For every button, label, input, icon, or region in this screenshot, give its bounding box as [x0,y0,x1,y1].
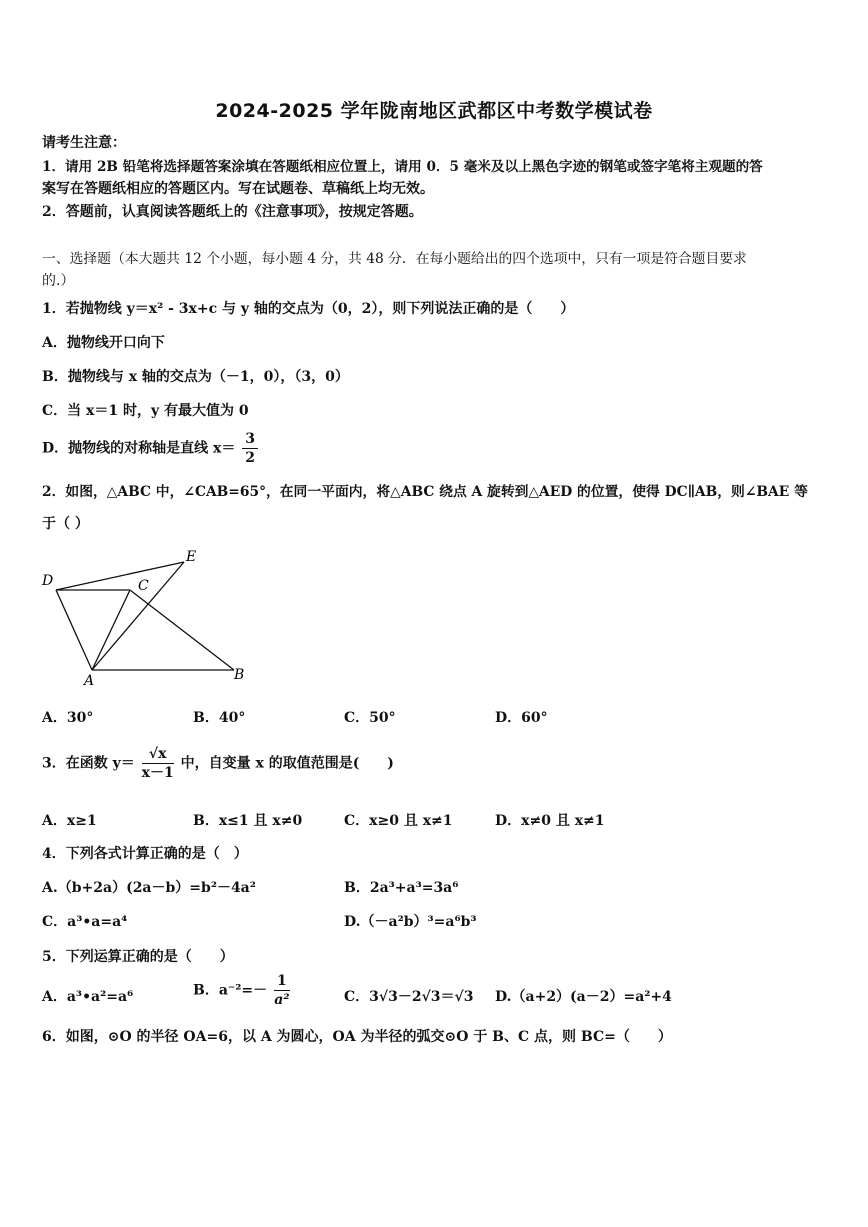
fraction-numerator: √x [142,745,174,764]
q5-option-b-text: B．a⁻²=－ [193,982,268,999]
q5-option-c: C．3√3－2√3＝√3 [344,989,474,1005]
q5-option-a: A．a³•a²=a⁶ [42,989,134,1005]
q2-triangle-diagram [38,545,253,690]
q1-option-d-fraction [242,430,258,467]
notice-item-1-line-2: 案写在答题纸相应的答题区内。写在试题卷、草稿纸上均无效。 [42,181,434,197]
q4-stem: 4．下列各式计算正确的是（ ） [42,846,248,862]
q3-stem-prefix: 3．在函数 y＝ [42,755,135,772]
q3-option-a: A．x≥1 [42,813,97,829]
q3-option-c: C．x≥0 且 x≠1 [344,813,453,829]
label-e: E [186,549,197,565]
q2-option-c: C．50° [344,710,396,726]
fraction-numerator: 1 [274,972,290,991]
label-b: B [234,667,245,683]
q4-option-b: B．2a³+a³=3a⁶ [344,880,459,896]
q4-option-a: A.（b+2a）(2a－b）=b²－4a² [42,880,256,896]
label-d: D [42,573,54,589]
q3-fraction [142,745,174,782]
q6-stem: 6．如图，⊙O 的半径 OA=6，以 A 为圆心，OA 为半径的弧交⊙O 于 B、C 点，则 BC=（ ） [42,1029,672,1045]
q2-option-b: B．40° [193,710,246,726]
segment-da [56,590,92,670]
q2-stem-line-2: 于（ ） [42,516,89,532]
q2-stem-line-1: 2．如图，△ABC 中，∠CAB=65°，在同一平面内，将△ABC 绕点 A 旋转到△AED 的位置，使得 DC∥AB，则∠BAE 等 [42,484,808,500]
q5-option-b-fraction [274,972,290,1009]
section-heading-line-2: 的.） [42,273,75,289]
q1-option-c: C．当 x＝1 时，y 有最大值为 0 [42,403,249,419]
q1-option-d [42,430,260,467]
q1-option-d-text: D．抛物线的对称轴是直线 x＝ [42,440,236,457]
q5-stem: 5．下列运算正确的是（ ） [42,949,234,965]
label-a: A [84,673,95,689]
q4-option-c: C．a³•a=a⁴ [42,914,128,930]
section-heading-line-1: 一、选择题（本大题共 12 个小题，每小题 4 分，共 48 分．在每小题给出的四个选项中，只有一项是符合题目要求 [42,251,747,267]
fraction-numerator: 3 [242,430,258,449]
q5-option-d: D.（a+2）(a－2）=a²+4 [495,989,672,1005]
page-title: 2024-2025 学年陇南地区武都区中考数学模试卷 [215,100,653,122]
notice-heading: 请考生注意： [42,135,126,151]
notice-item-2: 2．答题前，认真阅读答题纸上的《注意事项》，按规定答题。 [42,204,423,220]
q3-option-b: B．x≤1 且 x≠0 [193,813,303,829]
q3-stem [42,745,394,782]
q3-stem-suffix: 中，自变量 x 的取值范围是( ) [180,755,394,772]
fraction-denominator: a² [274,992,290,1008]
notice-item-1-line-1: 1．请用 2B 铅笔将选择题答案涂填在答题纸相应位置上，请用 0．5 毫米及以上黑色字迹的钢笔或签字笔将主观题的答 [42,159,763,175]
fraction-denominator: x－1 [141,765,174,781]
segment-ca [92,590,130,670]
q3-option-d: D．x≠0 且 x≠1 [495,813,605,829]
q2-option-d: D．60° [495,710,548,726]
label-c: C [138,578,149,594]
q4-option-d: D.（－a²b）³=a⁶b³ [344,914,477,930]
segment-cb [130,590,234,670]
fraction-denominator: 2 [245,450,255,466]
q1-option-b: B．抛物线与 x 轴的交点为（－1，0），（3，0） [42,369,349,385]
q2-option-a: A．30° [42,710,94,726]
q5-option-b [193,972,292,1009]
q1-stem: 1．若抛物线 y＝x² - 3x+c 与 y 轴的交点为（0，2），则下列说法正确的是（ ） [42,301,575,317]
segment-de [56,562,184,590]
q1-option-a: A．抛物线开口向下 [42,335,165,351]
